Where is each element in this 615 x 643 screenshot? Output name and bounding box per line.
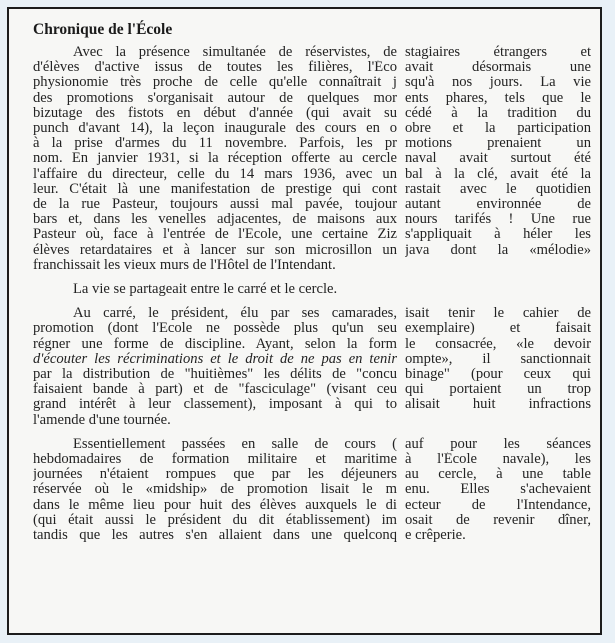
text-fragment: ents phares, tels que le: [405, 90, 591, 106]
text-line-left: [33, 482, 397, 497]
text-line-left: [33, 136, 397, 151]
text-fragment: de la rue Pasteur, toujours aussi mal pavée, toujour: [33, 197, 397, 212]
text-line-left: [33, 75, 397, 90]
text-fragment: Au carré, le président, élu par ses camarades,: [73, 306, 397, 322]
text-line-right: [405, 528, 593, 543]
text-fragment: à la prise d'armes du 11 novembre. Parfois, les pr: [33, 136, 397, 152]
text-line-right: [405, 321, 593, 336]
text-line-left: [33, 167, 397, 182]
text-fragment: d'élèves d'active issus de toutes les filières, l'Éco: [33, 60, 397, 76]
text-fragment: leur. C'était là une manifestation de prestige qui cont: [33, 181, 397, 197]
text-fragment: (qui était aussi le président du dit établissement) im: [33, 512, 397, 528]
text-line-left: [33, 337, 397, 352]
text-fragment: cédé à la tradition du: [405, 105, 591, 121]
text-line-right: [405, 75, 593, 90]
text-fragment: promotion (dont l'Ecole ne possède plus qu'un seu: [33, 321, 397, 337]
text-line-left: [33, 182, 397, 197]
text-line-left: [33, 382, 397, 397]
text-line-right: [405, 151, 593, 166]
text-fragment: osait de revenir dîner,: [405, 512, 591, 528]
text-line-right: [405, 45, 593, 60]
text-line-left: [33, 513, 397, 528]
text-fragment: dans le même lieu pour huit des élèves auxquels le di: [33, 497, 397, 513]
text-line-left: [33, 528, 397, 543]
text-fragment: e crêperie.: [405, 528, 466, 543]
text-line-left: [33, 227, 397, 242]
text-line-left: [33, 437, 397, 452]
text-line-right: [405, 121, 593, 136]
text-line-right: [405, 337, 593, 352]
text-line-right: [405, 498, 593, 513]
text-fragment: l'amende d'une tournée.: [33, 412, 171, 428]
text-fragment: avait désormais une: [405, 60, 591, 76]
text-fragment: régner une forme de discipline. Ayant, selon la form: [33, 336, 397, 352]
text-fragment: ecteur de l'Intendance,: [405, 497, 591, 513]
text-line-left: [33, 258, 397, 273]
text-line-left: [33, 413, 397, 428]
text-fragment: hebdomadaires de formation militaire et maritime: [33, 452, 397, 467]
text-line-right: [405, 106, 593, 121]
text-fragment: enu. Elles s'achevaient: [405, 482, 591, 498]
text-line-right: [405, 136, 593, 151]
text-line-right: [405, 306, 593, 321]
text-fragment: autant environnée de: [405, 197, 591, 212]
text-fragment: bars et, dans les venelles adjacentes, de maisons aux: [33, 212, 397, 228]
text-line-left: [33, 498, 397, 513]
text-fragment: l'affaire du directeur, celle du 14 mars 1936, avec un: [33, 166, 397, 182]
text-line-right: [405, 167, 593, 182]
text-line-left: [33, 121, 397, 136]
text-fragment: auf pour les séances: [405, 436, 591, 452]
text-line-left: [33, 452, 397, 467]
text-fragment: nours tarifés ! Une rue: [405, 212, 591, 228]
text-fragment: bizutage des fistots en début d'année (qui avait su: [33, 105, 397, 121]
text-line-right: [405, 367, 593, 382]
text-line-left: [33, 467, 397, 482]
text-line-left: [33, 60, 397, 75]
text-fragment: squ'à nos jours. La vie: [405, 75, 591, 91]
text-fragment: journées n'étaient rompues que par les déjeuners: [33, 467, 397, 483]
text-fragment: au cercle, à une table: [405, 467, 591, 483]
text-line-left: [33, 91, 397, 106]
text-fragment: Avec la présence simultanée de réservistes, de: [73, 45, 397, 60]
text-line-left: [33, 243, 397, 258]
text-fragment: qui portaient un trop: [405, 382, 591, 398]
text-line-right: [405, 182, 593, 197]
text-fragment: Essentiellement passées en salle de cours (: [73, 436, 397, 452]
text-fragment: bal à la clé, avait été la: [405, 166, 591, 182]
text-line-right: [405, 91, 593, 106]
document-title: Chronique de l'École: [33, 21, 173, 38]
text-fragment: Pasteur où, face à l'entrée de l'Ecole, une certaine Ziz: [33, 227, 397, 243]
document-page: [7, 7, 602, 635]
text-line-right: [405, 197, 593, 212]
text-line-right: [405, 397, 593, 412]
text-fragment: naval avait surtout été: [405, 151, 591, 167]
text-line-right: [405, 452, 593, 467]
text-fragment: isait tenir le cahier de: [405, 306, 591, 322]
text-line-left: [33, 352, 397, 367]
text-fragment: à l'École navale), les: [405, 452, 591, 467]
text-line-left: [33, 282, 397, 297]
text-line-right: [405, 60, 593, 75]
text-fragment: physionomie très proche de celle qu'elle connaîtrait j: [33, 75, 397, 91]
text-line-right: [405, 212, 593, 227]
text-line-left: [33, 106, 397, 121]
text-fragment: le consacrée, «le devoir: [405, 336, 591, 352]
text-fragment: grand intérêt à leur classement), imposant à qui to: [33, 397, 397, 413]
text-line-left: [33, 397, 397, 412]
text-fragment: par la distribution de "huitièmes" les délits de "concu: [33, 367, 397, 382]
text-fragment: java dont la «mélodie»: [405, 242, 591, 258]
text-fragment: nom. En janvier 1931, si la réception offerte au cercle: [33, 151, 397, 167]
text-fragment: des promotions s'organisait autour de quelques mor: [33, 90, 397, 106]
text-line-left: [33, 321, 397, 336]
text-fragment: punch d'avant 14), la leçon inaugurale des cours en o: [33, 121, 397, 136]
text-fragment: élèves retardataires et à lancer sur son microsillon un: [33, 242, 397, 258]
text-line-left: [33, 306, 397, 321]
text-fragment: exemplaire) et faisait: [405, 321, 591, 337]
text-line-right: [405, 467, 593, 482]
text-fragment: La vie se partageait entre le carré et le cercle.: [73, 282, 338, 297]
text-line-left: [33, 212, 397, 227]
text-fragment: faisaient bande à part) et de "fasciculage" (visant ceu: [33, 382, 397, 398]
text-fragment: réservée où le «midship» de promotion lisait le m: [33, 482, 397, 498]
text-fragment: stagiaires étrangers et: [405, 45, 591, 60]
text-line-right: [405, 382, 593, 397]
text-fragment: alisait huit infractions: [405, 397, 591, 413]
text-fragment: ompte», il sanctionnait: [405, 351, 591, 367]
text-fragment: s'appliquait à héler les: [405, 227, 591, 243]
text-fragment: obre et la participation: [405, 121, 591, 136]
text-line-left: [33, 197, 397, 212]
text-line-left: [33, 367, 397, 382]
text-fragment: tandis que les autres s'en allaient dans une quelconq: [33, 528, 397, 543]
text-line-right: [405, 437, 593, 452]
text-line-right: [405, 243, 593, 258]
text-fragment: motions prenaient un: [405, 136, 591, 152]
text-line-left: [33, 45, 397, 60]
text-fragment: d'écouter les récriminations et le droit de ne pas en tenir: [33, 351, 397, 367]
text-fragment: franchissait les vieux murs de l'Hôtel de l'Intendant.: [33, 257, 336, 273]
text-fragment: rastait avec le quotidien: [405, 181, 591, 197]
text-line-left: [33, 151, 397, 166]
text-fragment: binage" (pour ceux qui: [405, 367, 591, 382]
text-line-right: [405, 227, 593, 242]
text-line-right: [405, 513, 593, 528]
text-line-right: [405, 482, 593, 497]
text-line-right: [405, 352, 593, 367]
